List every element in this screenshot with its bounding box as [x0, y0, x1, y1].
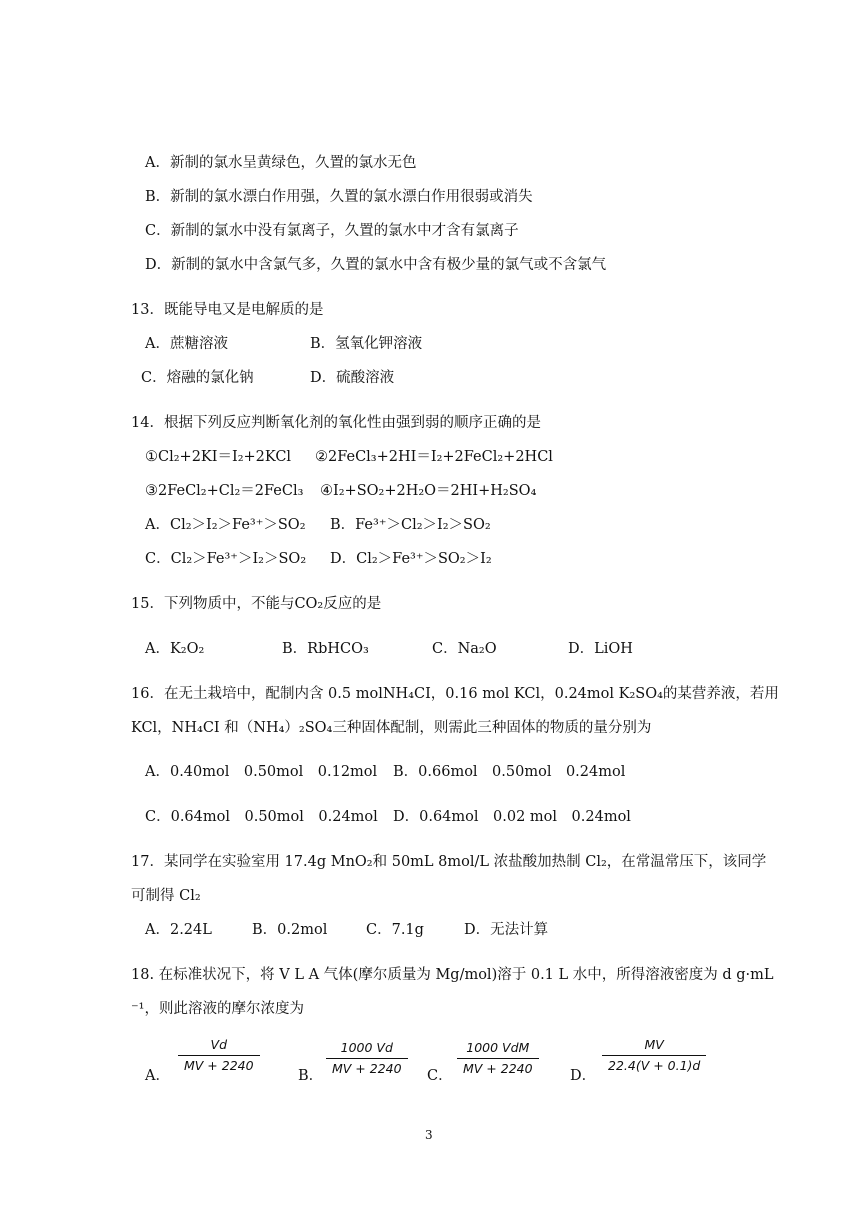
q13-stem: 13．既能导电又是电解质的是: [131, 302, 324, 318]
q14-reaction-3: ③2FeCl₂+Cl₂＝2FeCl₃: [145, 483, 304, 499]
q13-option-b: B．氢氧化钾溶液: [310, 336, 423, 352]
q18-option-d-denominator: 22.4(V + 0.1)d: [608, 1058, 701, 1073]
q14-stem: 14．根据下列反应判断氧化剂的氧化性由强到弱的顺序正确的是: [131, 415, 541, 431]
q14-option-c: C．Cl₂＞Fe³⁺＞I₂＞SO₂: [145, 551, 307, 567]
q18-option-a-numerator: Vd: [178, 1037, 260, 1056]
q18-option-c-numerator: 1000 VdM: [457, 1040, 539, 1059]
q14-option-b: B．Fe³⁺＞Cl₂＞I₂＞SO₂: [330, 517, 491, 533]
q18-stem-line2: ⁻¹，则此溶液的摩尔浓度为: [131, 1001, 304, 1017]
q17-option-a: A．2.24L: [145, 922, 212, 938]
q18-option-a-label: A．: [145, 1068, 170, 1084]
q15-option-a: A．K₂O₂: [145, 641, 205, 657]
q14-reaction-2: ②2FeCl₃+2HI＝I₂+2FeCl₂+2HCl: [315, 449, 553, 465]
q18-option-b-numerator: 1000 Vd: [326, 1040, 408, 1059]
q17-option-d: D．无法计算: [464, 922, 549, 938]
q13-option-a: A．蔗糖溶液: [145, 336, 228, 352]
q18-option-c-label: C．: [427, 1068, 453, 1084]
q12-option-c: C．新制的氯水中没有氯离子，久置的氯水中才含有氯离子: [145, 223, 519, 239]
q14-reaction-4: ④I₂+SO₂+2H₂O＝2HI+H₂SO₄: [320, 483, 537, 499]
q18-option-d-label: D．: [570, 1068, 597, 1084]
q17-option-b: B．0.2mol: [252, 922, 328, 938]
q18-option-c-formula: [457, 1040, 539, 1077]
q13-option-c: C．熔融的氯化钠: [141, 370, 254, 386]
q15-option-d: D．LiOH: [568, 641, 633, 657]
q15-stem: 15．下列物质中，不能与CO₂反应的是: [131, 596, 382, 612]
q18-option-d-numerator: MV: [602, 1037, 706, 1056]
q17-stem-line2: 可制得 Cl₂: [131, 888, 201, 904]
q14-option-a: A．Cl₂＞I₂＞Fe³⁺＞SO₂: [145, 517, 306, 533]
q17-stem-line1: 17．某同学在实验室用 17.4g MnO₂和 50mL 8mol/L 浓盐酸加热制 Cl₂，在常温常压下，该同学: [131, 854, 767, 870]
q16-option-a: A．0.40mol 0.50mol 0.12mol: [145, 764, 378, 780]
q12-option-d: D．新制的氯水中含氯气多，久置的氯水中含有极少量的氯气或不含氯气: [145, 257, 607, 273]
q12-option-b: B．新制的氯水漂白作用强，久置的氯水漂白作用很弱或消失: [145, 189, 533, 205]
q15-option-b: B．RbHCO₃: [282, 641, 369, 657]
q16-stem-line2: KCl，NH₄CI 和（NH₄）₂SO₄三种固体配制，则需此三种固体的物质的量分别为: [131, 720, 652, 736]
q18-stem-line1: 18. 在标准状况下，将 V L A 气体(摩尔质量为 Mg/mol)溶于 0.1 L 水中，所得溶液密度为 d g·mL: [131, 967, 774, 983]
page-number: 3: [425, 1128, 433, 1142]
q16-option-c: C．0.64mol 0.50mol 0.24mol: [145, 809, 378, 825]
q12-option-a: A．新制的氯水呈黄绿色，久置的氯水无色: [145, 155, 417, 171]
q16-option-d: D．0.64mol 0.02 mol 0.24mol: [393, 809, 631, 825]
q13-option-d: D．硫酸溶液: [310, 370, 395, 386]
q18-option-b-formula: [326, 1040, 408, 1077]
q18-option-a-denominator: MV + 2240: [184, 1058, 254, 1073]
q16-stem-line1: 16．在无土栽培中，配制内含 0.5 molNH₄CI，0.16 mol KCl，0.24mol K₂SO₄的某营养液，若用: [131, 686, 779, 702]
q15-option-c: C．Na₂O: [432, 641, 497, 657]
q14-reaction-1: ①Cl₂+2KI＝I₂+2KCl: [145, 449, 292, 465]
q18-option-d-formula: [602, 1037, 706, 1074]
q14-option-d: D．Cl₂＞Fe³⁺＞SO₂＞I₂: [330, 551, 492, 567]
q18-option-a-formula: [178, 1037, 260, 1074]
q17-option-c: C．7.1g: [366, 922, 424, 938]
q18-option-b-denominator: MV + 2240: [332, 1061, 402, 1076]
q18-option-c-denominator: MV + 2240: [463, 1061, 533, 1076]
q16-option-b: B．0.66mol 0.50mol 0.24mol: [393, 764, 626, 780]
q18-option-b-label: B．: [298, 1068, 324, 1084]
